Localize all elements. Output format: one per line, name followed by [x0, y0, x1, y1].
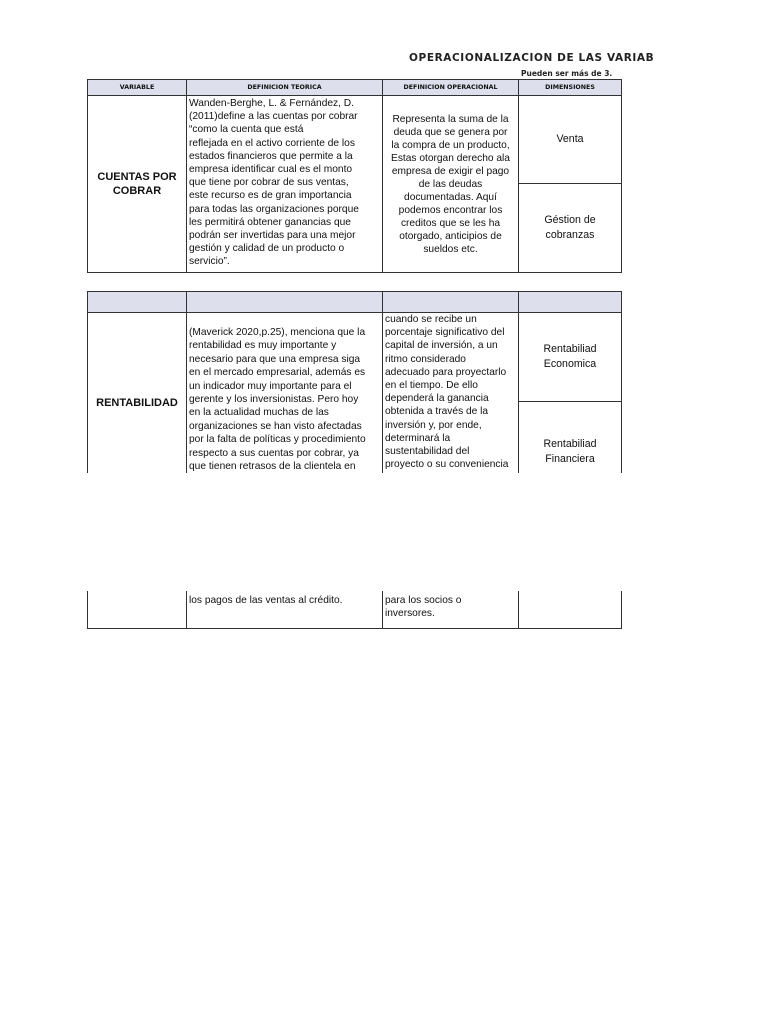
text-line: sueldos etc. [423, 243, 478, 255]
text-line: empresa de exigir el pago [391, 165, 510, 177]
variables-table-1 [87, 79, 622, 273]
operational-tail-text [385, 594, 516, 620]
text-line: respecto a sus cuentas por cobrar, ya [189, 447, 359, 459]
text-line: podemos encontrar los [398, 204, 503, 216]
operational-cell [383, 313, 519, 482]
text-line: reflejada en el activo corriente de los [189, 137, 355, 149]
theory-tail-cell [187, 591, 383, 629]
text-line: en el tiempo. De ello [385, 380, 478, 392]
text-line: proyecto o su conveniencia [385, 459, 509, 471]
text-line: en el mercado empresarial, además es [189, 367, 366, 379]
text-line: dependerá la ganancia [385, 393, 489, 405]
variables-table-2 [87, 291, 622, 482]
dimension-cell [519, 591, 622, 629]
operational-cell [383, 96, 519, 273]
operational-tail-cell [383, 591, 519, 629]
dimension-label: Rentabiliad Economica [543, 343, 597, 370]
text-line: un indicador muy importante para el [189, 380, 352, 392]
text-line: obtenida a través de la [385, 406, 489, 418]
text-line: (Maverick 2020,p.25), menciona que la [189, 327, 366, 338]
variable-cell [88, 591, 187, 629]
text-line: rentabilidad es muy importante y [189, 340, 337, 352]
col-header-operational: DEFINICION OPERACIONAL [383, 80, 519, 96]
text-line: adecuado para proyectarlo [385, 366, 507, 378]
blank-header-cell [88, 292, 187, 313]
text-line: estados financieros que permite a la [189, 150, 353, 162]
text-line: gerente y los inversionistas. Pero hoy [189, 394, 359, 406]
header-note: Pueden ser más de 3. [521, 69, 613, 78]
text-line: cuando se recibe un [385, 314, 477, 325]
text-line: determinará la [385, 432, 451, 444]
text-line: servicio”. [189, 256, 230, 268]
col-header-dimensions: DIMENSIONES [519, 80, 622, 96]
text-line: otorgado, anticipios de [399, 230, 502, 242]
theory-text [189, 326, 380, 473]
dimension-label: Rentabiliad Financiera [543, 438, 597, 465]
text-line: de las deudas [418, 178, 483, 190]
dimension-label: Venta [556, 133, 584, 145]
text-line: gestión y calidad de un producto o [189, 243, 345, 255]
variables-table-2-continuation [87, 591, 622, 629]
text-line: (2011)define a las cuentas por cobrar [189, 111, 358, 123]
text-line: sustentabilidad del [385, 446, 470, 458]
theory-tail-text: los pagos de las ventas al crédito. [189, 595, 343, 606]
text-line: la compra de un producto, [391, 139, 510, 151]
dimension-cell [519, 96, 622, 184]
col-header-theory: DEFINICION TEORICA [187, 80, 383, 96]
operational-text [387, 113, 514, 256]
text-line: inversión y, por ende, [385, 419, 482, 431]
variable-cell [88, 313, 187, 482]
text-line: para todas las organizaciones porque [189, 203, 359, 215]
text-line: empresa identificar cual es el monto [189, 164, 353, 176]
text-line: ritmo considerado [385, 353, 466, 365]
text-line: deuda que se genera por [393, 126, 508, 138]
blank-header-cell [383, 292, 519, 313]
dimension-cell [519, 402, 622, 482]
variable-name: RENTABILIDAD [96, 397, 178, 409]
operational-text [385, 313, 516, 471]
text-line: Representa la suma de la [392, 113, 509, 125]
text-line: para los socios o [385, 595, 462, 606]
text-line: Estas otorgan derecho ala [391, 152, 510, 164]
text-line: por la falta de políticas y procedimiento [189, 434, 366, 446]
text-line: creditos que se les ha [400, 217, 501, 229]
page-gap [0, 473, 768, 591]
text-line: en la actualidad muchas de las [189, 407, 329, 419]
text-line: capital de inversión, a un [385, 340, 498, 352]
page-title: OPERACIONALIZACION DE LAS VARIAB [409, 52, 655, 64]
text-line: necesario para que una empresa siga [189, 353, 361, 365]
text-line: inversores. [385, 608, 435, 620]
text-line: podrán ser invertidas para una mejor [189, 230, 356, 242]
text-line: este recurso es de gran importancia [189, 190, 352, 202]
text-line: que tiene por cobrar de sus ventas, [189, 177, 349, 189]
blank-header-cell [187, 292, 383, 313]
dimension-label: Géstion de cobranzas [544, 214, 596, 241]
theory-text [189, 97, 380, 269]
dimension-cell [519, 184, 622, 273]
text-line: Wanden-Berghe, L. & Fernández, D. [189, 98, 354, 109]
text-line: que tienen retrasos de la clientela en [189, 461, 356, 473]
theory-cell [187, 96, 383, 273]
col-header-variable: VARIABLE [88, 80, 187, 96]
variable-name: CUENTAS POR COBRAR [97, 171, 177, 197]
text-line: porcentaje significativo del [385, 327, 505, 339]
text-line: les permitirá obtener ganancias que [189, 216, 351, 228]
theory-cell [187, 313, 383, 482]
blank-header-cell [519, 292, 622, 313]
text-line: documentadas. Aquí [404, 191, 497, 203]
dimension-cell [519, 313, 622, 402]
text-line: organizaciones se han visto afectadas [189, 420, 362, 432]
variable-cell [88, 96, 187, 273]
text-line: “como la cuenta que está [189, 124, 304, 136]
